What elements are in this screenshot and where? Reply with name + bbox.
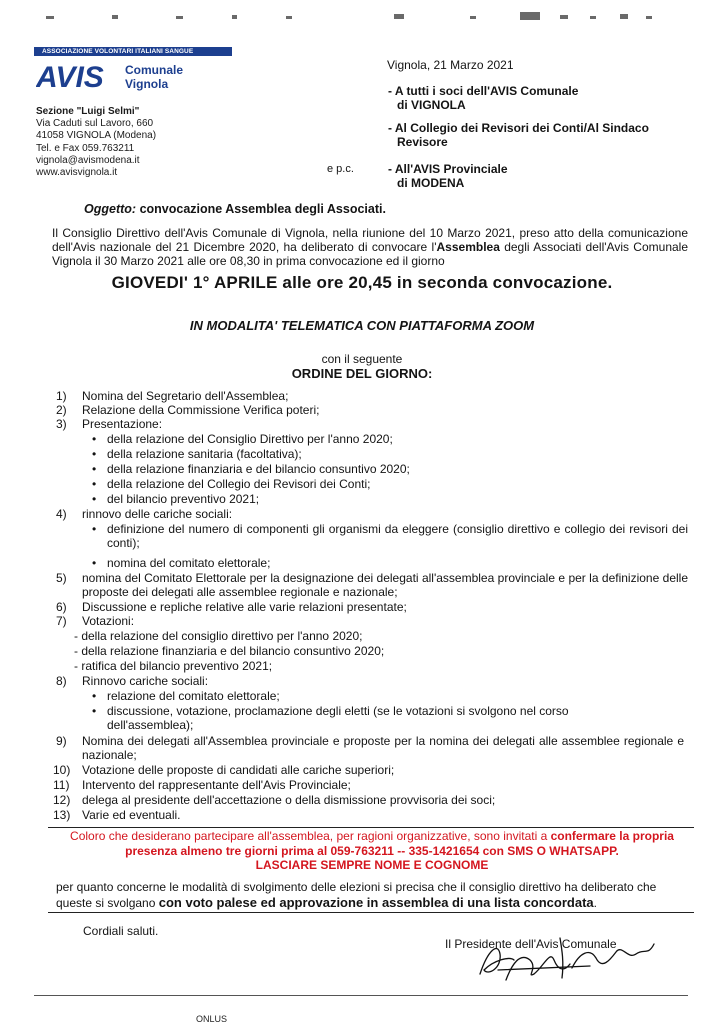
agenda-item: Presentazione: [82,417,163,431]
agenda-item: Votazioni: [82,614,135,628]
agenda-item: Nomina del Segretario dell'Assemblea; [82,389,289,403]
avis-logo [36,62,124,90]
letter-date: Vignola, 21 Marzo 2021 [387,58,514,72]
notice-name-reminder: LASCIARE SEMPRE NOME E COGNOME [255,858,489,872]
agenda-number: 8) [56,674,67,688]
intro-assemblea: Assemblea [436,240,500,255]
email-link[interactable]: vignola@avismodena.it [36,154,140,166]
subject-label: Oggetto: [84,202,137,216]
meeting-date-highlight: GIOVEDI' 1° APRILE alle ore 20,45 in seconda convocazione. [111,273,613,292]
agenda-number: 10) [53,763,71,777]
logo-subtitle-line1: Comunale [125,63,184,77]
recipient-line: - All'AVIS Provinciale [388,162,508,176]
bullet-icon: • [92,462,97,476]
recipient-line: di MODENA [397,176,465,190]
recipient-line: - A tutti i soci dell'AVIS Comunale [388,84,579,98]
agenda-subitem: della relazione del Collegio dei Revisori dei Conti; [107,477,371,491]
agenda-number: 5) [56,571,67,585]
agenda-number: 6) [56,600,67,614]
recipient-auditors [388,121,649,149]
agenda-item: Intervento del rappresentante dell'Avis Provinciale; [82,778,351,792]
agenda-subitem: - ratifica del bilancio preventivo 2021; [74,659,273,673]
attendance-notice [56,829,688,873]
sender-block [36,106,156,179]
agenda-subitem: della relazione del Consiglio Direttivo per l'anno 2020; [107,432,393,446]
agenda-number: 3) [56,417,67,431]
logo-subtitle-line2: Vignola [125,77,169,91]
address-line2: 41058 VIGNOLA (Modena) [36,130,157,142]
cc-label: e p.c. [327,163,354,175]
agenda-subitem: della relazione finanziaria e del bilancio consuntivo 2020; [107,462,410,476]
agenda-item: Votazione delle proposte di candidati alle cariche superiori; [82,763,395,777]
intro-part2: degli Associati dell'Avis Comunale Vignola il 30 Marzo 2021 alle ore 08,30 in prima convocazione ed il giorno [52,240,689,269]
vote-end: . [593,896,597,910]
signature-title: Il Presidente dell'Avis Comunale [445,937,617,951]
section-name: Sezione "Luigi Selmi" [36,106,140,117]
agenda-subitem: del bilancio preventivo 2021; [107,492,260,506]
agenda-subitem: - della relazione finanziaria e del bilancio consuntivo 2020; [74,644,385,658]
bullet-icon: • [92,492,97,506]
intro-part1: Il Consiglio Direttivo dell'Avis Comunale di Vignola, nella riunione del 10 Marzo 2021, preso atto della comunicazione dell'Avis nazionale del 21 Dicembre 2020, ha deliberato di convocare l' [52,226,688,255]
agenda-item: Varie ed eventuali. [82,808,181,822]
logo-text: AVIS [36,62,104,90]
agenda-subitem: definizione del numero di componenti gli organismi da eleggere (consiglio direttivo e collegio dei revisori dei conti); [107,522,688,550]
agenda-number: 1) [56,389,67,403]
agenda-number: 12) [53,793,71,807]
bullet-icon: • [92,522,97,536]
agenda-subitem: relazione del comitato elettorale; [107,689,280,703]
agenda-subitem: - della relazione del consiglio direttivo per l'anno 2020; [74,629,363,643]
address-line1: Via Caduti sul Lavoro, 660 [36,118,154,130]
phone: Tel. e Fax 059.763211 [36,142,135,154]
notice-confirm: confermare la propria presenza almeno tre giorni prima al 059-763211 -- 335-1421654 con SMS O WHATSAPP. [125,829,674,858]
agenda-subitem: della relazione sanitaria (facoltativa); [107,447,302,461]
agenda-number: 2) [56,403,67,417]
agenda-item: delega al presidente dell'accettazione o della dismissione provvisoria dei soci; [82,793,496,807]
voting-paragraph [56,880,688,911]
agenda-item: Discussione e repliche relative alle varie relazioni presentate; [82,600,407,614]
bullet-icon: • [92,556,97,570]
agenda-item: rinnovo delle cariche sociali: [82,507,233,521]
agenda-item: Rinnovo cariche sociali: [82,674,209,688]
association-banner: ASSOCIAZIONE VOLONTARI ITALIANI SANGUE [34,47,232,56]
footer-text: ONLUS [196,1014,228,1024]
bullet-icon: • [92,704,97,718]
recipient-line: - Al Collegio dei Revisori dei Conti/Al Sindaco [388,121,649,135]
intro-paragraph [52,226,688,269]
vote-text: per quanto concerne le modalità di svolgimento delle elezioni si precisa che il consiglio direttivo ha deliberato che queste si svolgano [56,880,657,910]
bullet-icon: • [92,689,97,703]
agenda-intro: con il seguente [321,352,403,366]
website-link[interactable]: www.avisvignola.it [36,167,118,179]
meeting-mode: IN MODALITA' TELEMATICA CON PIATTAFORMA ZOOM [189,318,535,333]
recipient-line: di VIGNOLA [397,98,466,112]
agenda-number: 11) [53,778,70,792]
recipient-members [388,84,578,112]
recipient-line: Revisore [397,135,448,149]
subject-line [84,202,386,216]
agenda-item: Nomina dei delegati all'Assemblea provinciale e proposte per la nomina dei delegati alle assemblee regionale e nazionale; [82,734,684,762]
logo-subtitle [125,63,183,91]
agenda-number: 13) [53,808,71,822]
footer-divider [34,995,688,996]
agenda-subitem: nomina del comitato elettorale; [107,556,271,570]
agenda-subitem: discussione, votazione, proclamazione degli eletti (se le votazioni si svolgono nel corso dell'assemblea); [107,704,569,732]
agenda-item: Relazione della Commissione Verifica poteri; [82,403,320,417]
vote-bold: con voto palese ed approvazione in assemblea di una lista concordata [158,895,594,910]
handwritten-signature [440,930,670,986]
closing: Cordiali saluti. [83,924,159,938]
notice-lead: Coloro che desiderano partecipare all'assemblea, per ragioni organizzative, sono invitati a [70,829,551,843]
bullet-icon: • [92,477,97,491]
agenda-number: 9) [56,734,67,748]
agenda-number: 7) [56,614,67,628]
bullet-icon: • [92,432,97,446]
recipient-provincial [388,162,508,190]
subject-text: convocazione Assemblea degli Associati. [139,202,386,216]
agenda-title: ORDINE DEL GIORNO: [291,366,433,381]
scan-artifacts [0,10,724,30]
agenda-item: nomina del Comitato Elettorale per la designazione dei delegati all'assemblea provinciale e per la definizione delle proposte dei delegati alle assemblee regionale e nazionale; [82,571,688,599]
agenda-number: 4) [56,507,67,521]
bullet-icon: • [92,447,97,461]
